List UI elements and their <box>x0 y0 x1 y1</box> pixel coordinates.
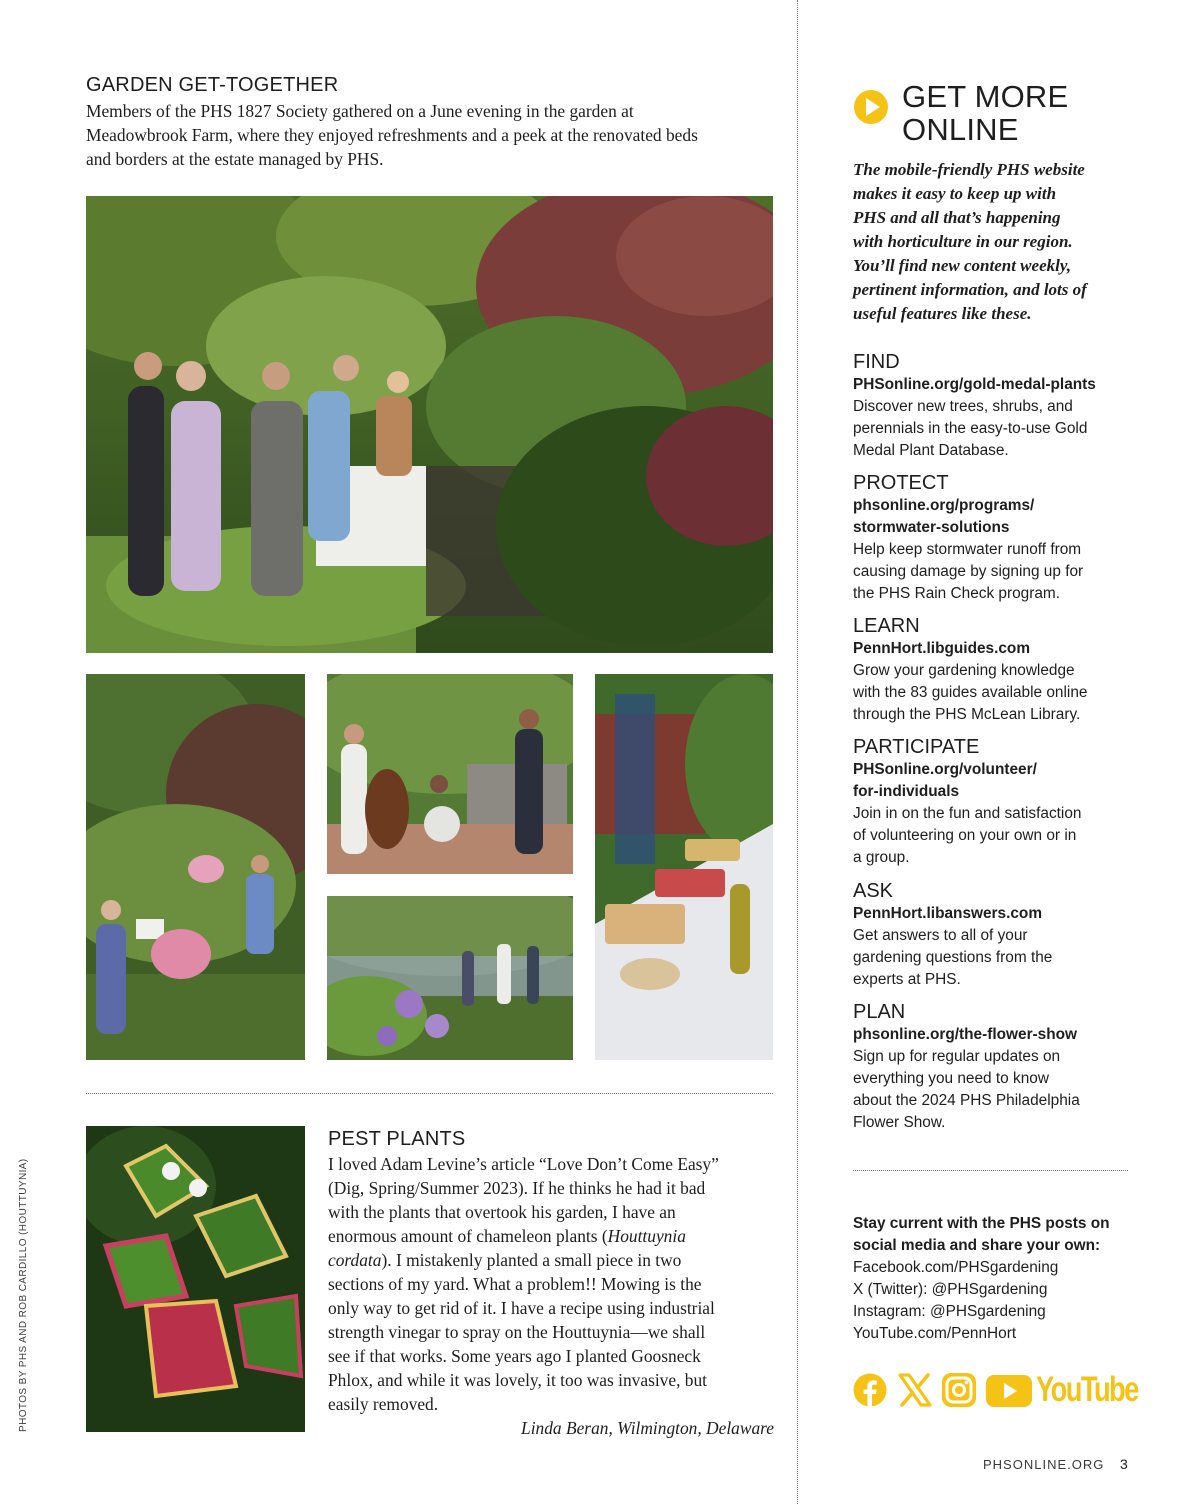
letter-line: only way to get rid of it. I have a recipe using industrial <box>328 1298 715 1318</box>
pest-heading: PEST PLANTS <box>328 1128 466 1150</box>
section-title: PARTICIPATE <box>853 736 980 758</box>
section-find: FIND PHSonline.org/gold-medal-plants Discover new trees, shrubs, and perennials in the easy-to-use Gold Medal Plant Database. <box>853 350 1153 462</box>
youtube-play-icon[interactable] <box>986 1375 1032 1407</box>
letter-signature: Linda Beran, Wilmington, Delaware <box>521 1418 774 1438</box>
letter-line: see if that works. Some years ago I planted Goosneck <box>328 1346 701 1366</box>
twitter-link[interactable]: X (Twitter): @PHSgardening <box>853 1281 1048 1298</box>
section-title: FIND <box>853 351 900 373</box>
footer-site: PHSONLINE.ORG <box>983 1457 1105 1472</box>
section-link[interactable]: PennHort.libanswers.com <box>853 905 1043 922</box>
page-number: 3 <box>1120 1456 1128 1472</box>
letter-line: (Dig, Spring/Summer 2023). If he thinks he had it bad <box>328 1178 706 1198</box>
letter-line: with the plants that overtook his garden, I have an <box>328 1202 676 1222</box>
section-title: PROTECT <box>853 472 949 494</box>
instagram-icon[interactable] <box>942 1373 976 1407</box>
facebook-icon[interactable] <box>853 1373 887 1407</box>
caption-line: Members of the PHS 1827 Society gathered on a June evening in the garden at <box>86 101 634 121</box>
section-link[interactable]: for-individuals <box>853 783 960 800</box>
pest-letter <box>328 1152 778 1416</box>
section-link[interactable]: PennHort.libguides.com <box>853 640 1031 657</box>
section-title: PLAN <box>853 1001 906 1023</box>
section-learn: LEARN PennHort.libguides.com Grow your gardening knowledge with the 83 guides available online through the PHS McLean Library. <box>853 614 1153 726</box>
letter-line: enormous amount of chameleon plants (Houttuynia <box>328 1226 686 1246</box>
caption-line: Meadowbrook Farm, where they enjoyed refreshments and a peek at the renovated beds <box>86 125 698 145</box>
letter-line: Phlox, and while it was lovely, it too was invasive, but <box>328 1370 708 1390</box>
section-title: LEARN <box>853 615 920 637</box>
social-divider <box>853 1170 1128 1171</box>
youtube-wordmark[interactable]: YouTube <box>1036 1370 1138 1409</box>
garden-guests-photo <box>86 674 305 1060</box>
garden-party-photo <box>86 196 773 653</box>
online-intro: The mobile-friendly PHS website makes it easy to keep up with PHS and all that’s happening with horticulture in our region. You’ll find new content weekly, pertinent information, and lots of useful features like these. <box>853 160 1087 323</box>
section-divider <box>86 1093 773 1094</box>
allium-garden-photo <box>327 896 573 1060</box>
letter-line: strength vinegar to spray on the Houttuynia—we shall <box>328 1322 706 1342</box>
get-more-online-title: GET MORE ONLINE <box>902 79 1069 147</box>
facebook-link[interactable]: Facebook.com/PHSgardening <box>853 1259 1059 1276</box>
social-block: Stay current with the PHS posts on social media and share your own: Facebook.com/PHSgardening X (Twitter): @PHSgardening Instagram: @PHSgardening YouTube.com/PennHort <box>853 1213 1153 1345</box>
section-protect: PROTECT phsonline.org/programs/ stormwater-solutions Help keep stormwater runoff from causing damage by signing up for the PHS Rain Check program. <box>853 471 1153 605</box>
houttuynia-photo <box>86 1126 305 1432</box>
caption-line: and borders at the estate managed by PHS. <box>86 149 384 169</box>
section-link[interactable]: phsonline.org/programs/ <box>853 497 1035 514</box>
photo-credit: PHOTOS BY PHS AND ROB CARDILLO (HOUTTUYNIA) <box>18 1158 29 1432</box>
jazz-band-photo <box>327 674 573 874</box>
section-link[interactable]: PHSonline.org/gold-medal-plants <box>853 376 1096 393</box>
section-participate: PARTICIPATE PHSonline.org/volunteer/ for-individuals Join in on the fun and satisfaction of volunteering on your own or in a group. <box>853 735 1153 869</box>
column-divider <box>797 0 798 1504</box>
section-ask: ASK PennHort.libanswers.com Get answers to all of your gardening questions from the experts at PHS. <box>853 879 1153 991</box>
garden-heading: GARDEN GET-TOGETHER <box>86 74 339 96</box>
section-plan: PLAN phsonline.org/the-flower-show Sign up for regular updates on everything you need to know about the 2024 PHS Philadelphia Flower Show. <box>853 1000 1153 1134</box>
section-title: ASK <box>853 880 894 902</box>
letter-line: sections of my yard. What a problem!! Mowing is the <box>328 1274 702 1294</box>
refreshments-table-photo <box>595 674 773 1060</box>
letter-line: cordata). I mistakenly planted a small piece in two <box>328 1250 682 1270</box>
section-link[interactable]: PHSonline.org/volunteer/ <box>853 761 1037 778</box>
youtube-link[interactable]: YouTube.com/PennHort <box>853 1325 1017 1342</box>
section-link[interactable]: stormwater-solutions <box>853 519 1010 536</box>
letter-line: easily removed. <box>328 1394 439 1414</box>
garden-caption <box>86 99 786 171</box>
x-twitter-icon[interactable] <box>898 1373 932 1407</box>
section-link[interactable]: phsonline.org/the-flower-show <box>853 1026 1078 1043</box>
letter-line: I loved Adam Levine’s article “Love Don’t Come Easy” <box>328 1154 719 1174</box>
instagram-link[interactable]: Instagram: @PHSgardening <box>853 1303 1046 1320</box>
play-icon <box>853 89 889 125</box>
